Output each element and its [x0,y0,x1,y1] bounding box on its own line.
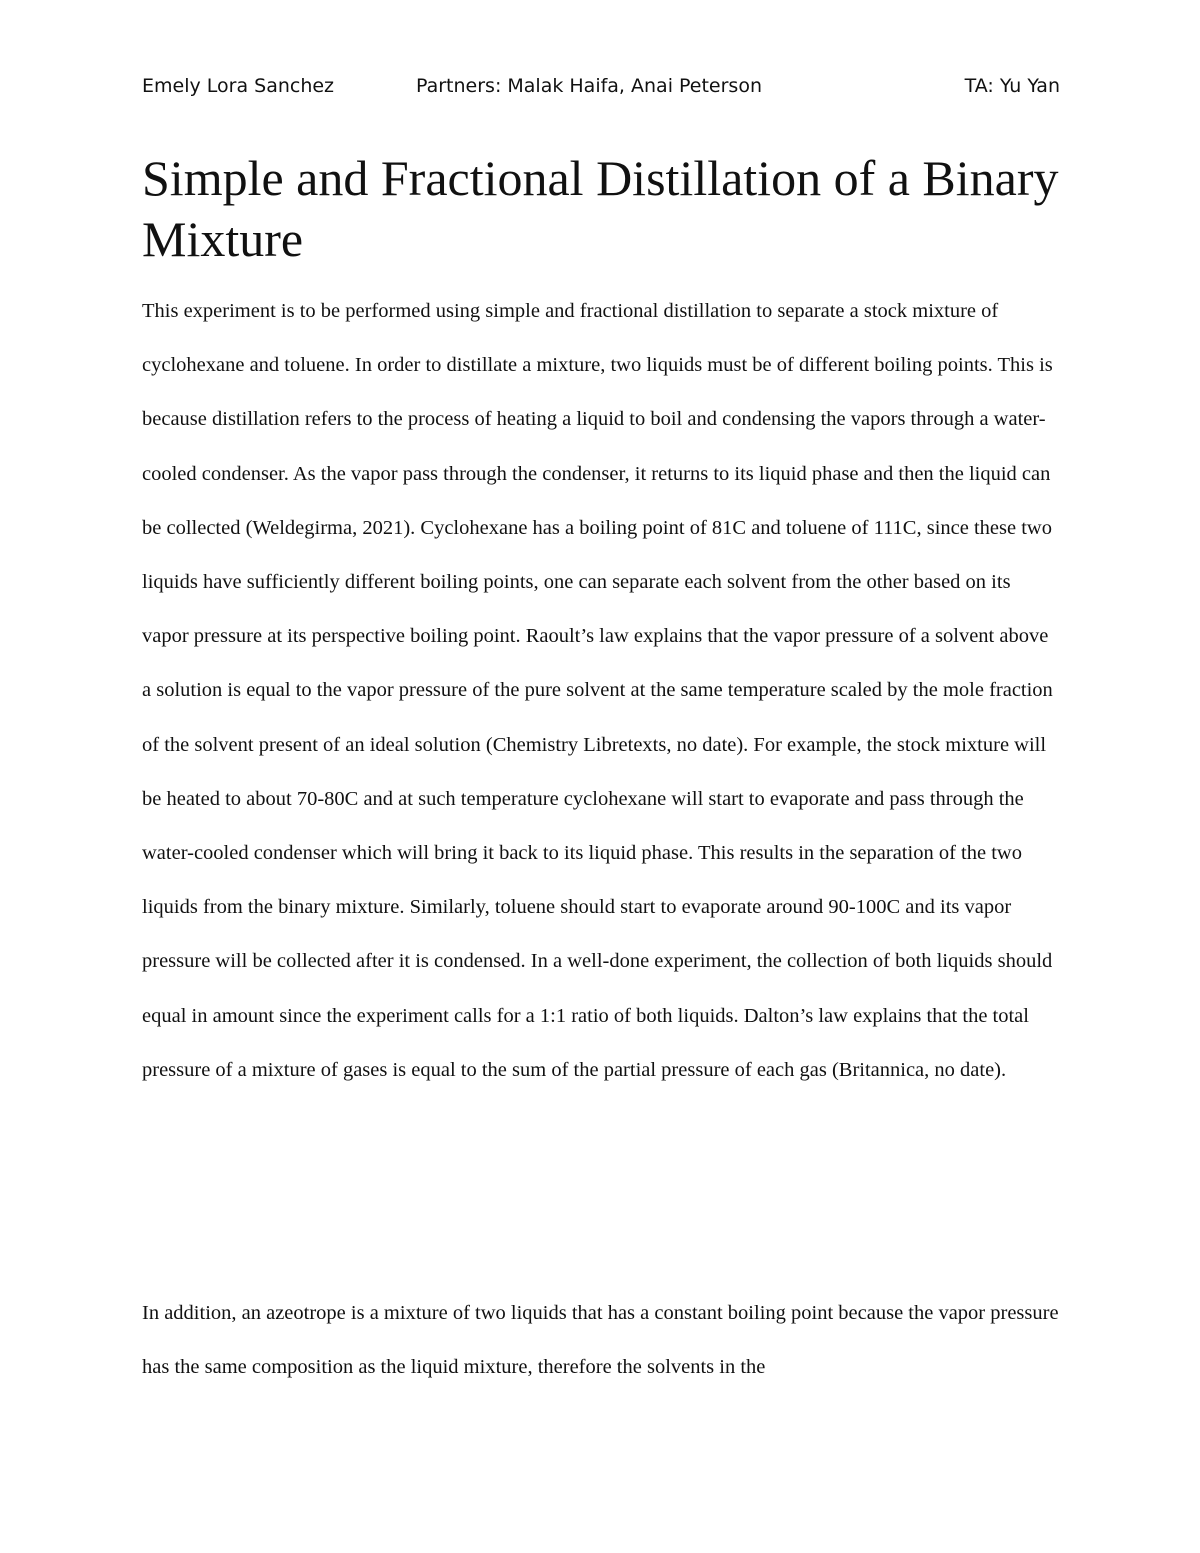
body-paragraph-1: This experiment is to be performed using simple and fractional distillation to separate a stock mixture of cyclohexane and toluene. In order to distillate a mixture, two liquids must be of different boiling points. This is because distillation refers to the process of heating a liquid to boil and condensing the vapors through a water-cooled condenser. As the vapor pass through the condenser, it returns to its liquid phase and then the liquid can be collected (Weldegirma, 2021). Cyclohexane has a boiling point of 81C and toluene of 111C, since these two liquids have sufficiently different boiling points, one can separate each solvent from the other based on its vapor pressure at its perspective boiling point. Raoult’s law explains that the vapor pressure of a solvent above a solution is equal to the vapor pressure of the pure solvent at the same temperature scaled by the mole fraction of the solvent present of an ideal solution (Chemistry Libretexts, no date). For example, the stock mixture will be heated to about 70-80C and at such temperature cyclohexane will start to evaporate and pass through the water-cooled condenser which will bring it back to its liquid phase. This results in the separation of the two liquids from the binary mixture. Similarly, toluene should start to evaporate around 90-100C and its vapor pressure will be collected after it is condensed. In a well-done experiment, the collection of both liquids should equal in amount since the experiment calls for a 1:1 ratio of both liquids. Dalton’s law explains that the total pressure of a mixture of gases is equal to the sum of the partial pressure of each gas (Britannica, no date). [142,300,1053,1081]
body-paragraph-2: In addition, an azeotrope is a mixture of two liquids that has a constant boiling point because the vapor pressure has the same composition as the liquid mixture, therefore the solvents in the [142,1302,1059,1379]
author-name: Emely Lora Sanchez [142,75,335,97]
partners-line: Partners: Malak Haifa, Anai Peterson [416,75,762,97]
ta-name: TA: Yu Yan [964,75,1060,97]
document-title: Simple and Fractional Distillation of a Binary Mixture [142,150,1059,267]
page-header [142,70,1060,102]
